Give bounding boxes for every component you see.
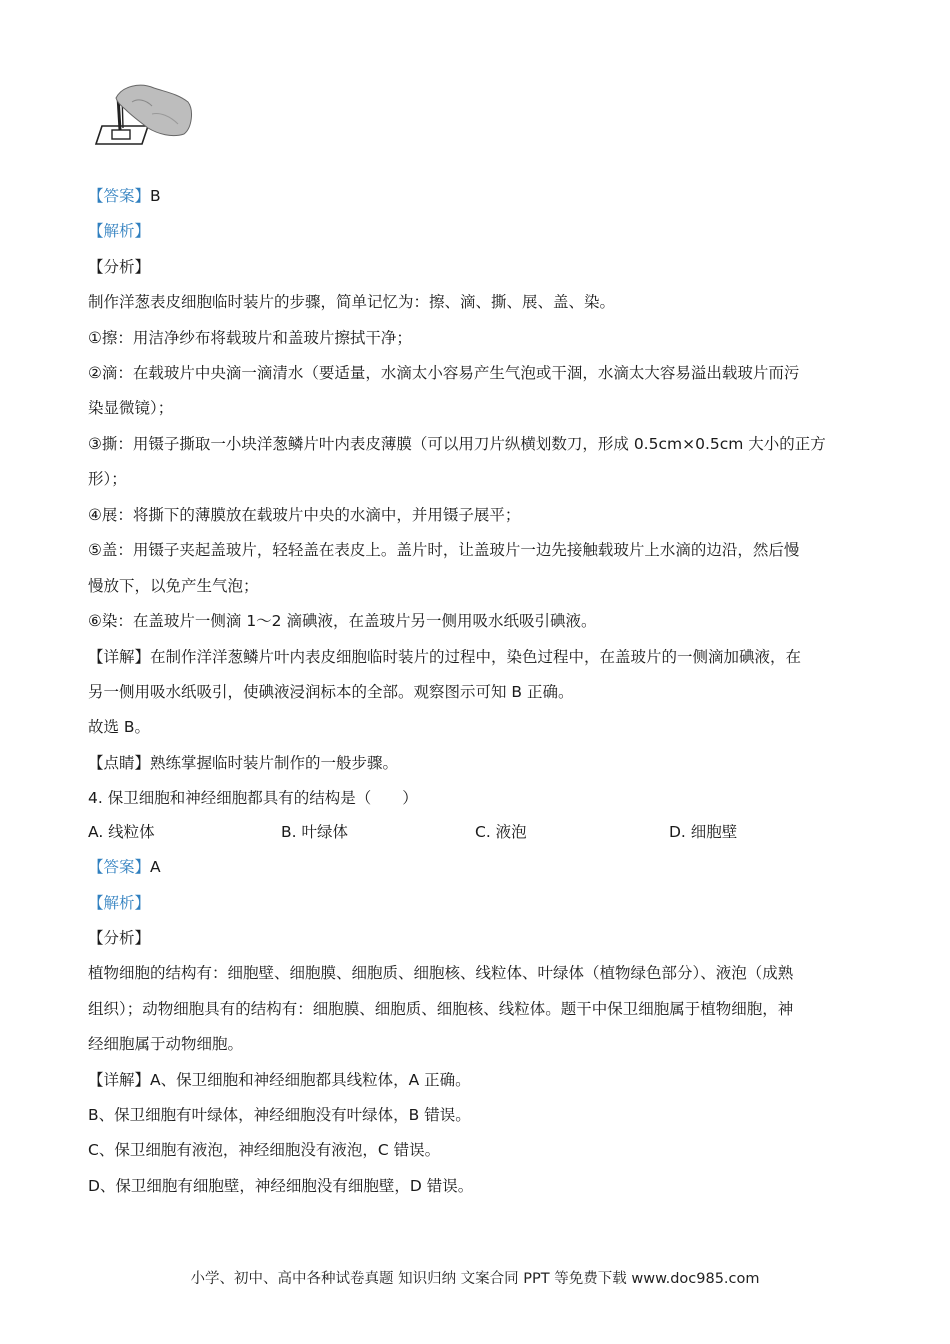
- q3-analysis-line: ③撕：用镊子撕取一小块洋葱鳞片叶内表皮薄膜（可以用刀片纵横划数刀，形成 0.5cm×0.5cm 大小的正方: [88, 435, 826, 453]
- q3-analysis-line: 染显微镜）；: [88, 399, 174, 417]
- q3-analysis-line: ⑥染：在盖玻片一侧滴 1～2 滴碘液，在盖玻片另一侧用吸水纸吸引碘液。: [88, 612, 597, 630]
- q4-detail-line: [88, 1070, 471, 1090]
- q4-analysis-tag: 【解析】: [88, 894, 151, 912]
- q4-detail-line: C、保卫细胞有液泡，神经细胞没有液泡，C 错误。: [88, 1141, 441, 1159]
- page-footer[interactable]: 小学、初中、高中各种试卷真题 知识归纳 文案合同 PPT 等免费下载 www.doc985.com: [190, 1271, 760, 1287]
- q4-detail-line: D、保卫细胞有细胞壁，神经细胞没有细胞壁，D 错误。: [88, 1177, 474, 1195]
- q4-option-b: B. 叶绿体: [281, 823, 348, 841]
- q3-choose-line: 故选 B。: [88, 718, 151, 736]
- q3-fenxi-tag: 【分析】: [88, 258, 151, 276]
- q4-analysis-line: 植物细胞的结构有：细胞壁、细胞膜、细胞质、细胞核、线粒体、叶绿体（植物绿色部分）、液泡（成熟: [88, 964, 794, 982]
- q4-analysis-line: 经细胞属于动物细胞。: [88, 1035, 244, 1053]
- q4-answer-line: [88, 857, 161, 877]
- q3-analysis-line: ①擦：用洁净纱布将载玻片和盖玻片擦拭干净；: [88, 329, 412, 347]
- detail-tag: 【详解】: [88, 648, 151, 666]
- detail-tag: 【详解】: [88, 1071, 151, 1089]
- q4-question: 4. 保卫细胞和神经细胞都具有的结构是（ ）: [88, 789, 418, 807]
- answer-value: B: [150, 187, 161, 205]
- answer-value: A: [150, 858, 161, 876]
- q3-analysis-line: 制作洋葱表皮细胞临时装片的步骤，简单记忆为：擦、滴、撕、展、盖、染。: [88, 293, 616, 311]
- q4-option-c: C. 液泡: [475, 823, 527, 841]
- answer-tag: 【答案】: [88, 858, 151, 876]
- q4-analysis-line: 组织）；动物细胞具有的结构有：细胞膜、细胞质、细胞核、线粒体。题干中保卫细胞属于植物细胞，神: [88, 1000, 794, 1018]
- tip-tag: 【点睛】: [88, 754, 151, 772]
- detail-text: 在制作洋洋葱鳞片叶内表皮细胞临时装片的过程中，染色过程中，在盖玻片的一侧滴加碘液，在: [150, 648, 802, 666]
- detail-text: A、保卫细胞和神经细胞都具线粒体，A 正确。: [150, 1071, 471, 1089]
- q4-fenxi-tag: 【分析】: [88, 929, 151, 947]
- q3-analysis-line: 形）；: [88, 470, 127, 488]
- q3-analysis-line: ④展：将撕下的薄膜放在载玻片中央的水滴中，并用镊子展平；: [88, 506, 521, 524]
- tip-text: 熟练掌握临时装片制作的一般步骤。: [150, 754, 399, 772]
- q3-analysis-line: 慢放下，以免产生气泡；: [88, 577, 259, 595]
- q3-answer-line: [88, 186, 161, 206]
- q3-tip-line: [88, 753, 398, 773]
- q3-detail-line: 另一侧用吸水纸吸引，使碘液浸润标本的全部。观察图示可知 B 正确。: [88, 683, 574, 701]
- q4-option-a: A. 线粒体: [88, 823, 155, 841]
- q4-option-d: D. 细胞壁: [669, 823, 738, 841]
- q3-analysis-line: ②滴：在载玻片中央滴一滴清水（要适量，水滴太小容易产生气泡或干涸，水滴太大容易溢出载玻片而污: [88, 364, 800, 382]
- q3-analysis-line: ⑤盖：用镊子夹起盖玻片，轻轻盖在表皮上。盖片时，让盖玻片一边先接触载玻片上水滴的边沿，然后慢: [88, 541, 800, 559]
- dropper-hand-figure: [92, 80, 196, 150]
- q3-analysis-tag: 【解析】: [88, 222, 151, 240]
- q4-detail-line: B、保卫细胞有叶绿体，神经细胞没有叶绿体，B 错误。: [88, 1106, 471, 1124]
- answer-tag: 【答案】: [88, 187, 151, 205]
- q3-detail-line: [88, 647, 801, 667]
